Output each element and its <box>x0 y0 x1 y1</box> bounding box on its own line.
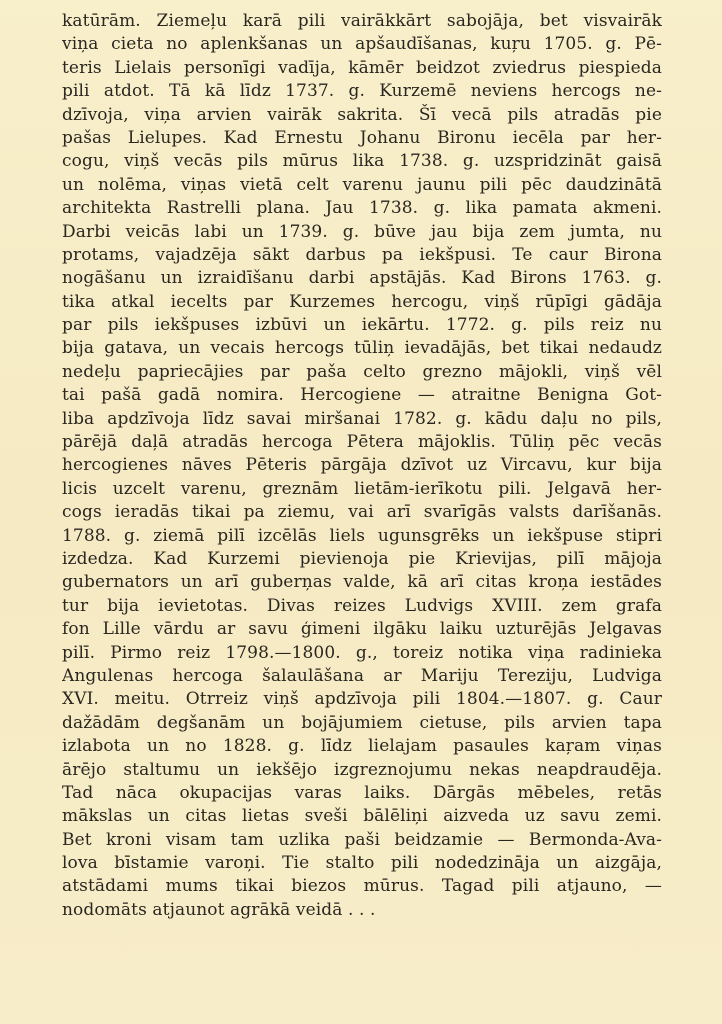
text-line: tika atkal iecelts par Kurzemes hercogu, viņš rūpīgi gādāja <box>62 291 662 312</box>
text-line: pārējā daļā atradās hercoga Pētera mājoklis. Tūliņ pēc vecās <box>62 432 662 453</box>
text-line: par pils iekšpuses izbūvi un iekārtu. 1772. g. pils reiz nu <box>62 315 662 336</box>
text-line: nodomāts atjaunot agrākā veidā . . . <box>62 899 376 920</box>
text-line: tai pašā gadā nomira. Hercogiene — atraitne Benigna Got- <box>62 385 662 406</box>
body-text <box>62 10 662 922</box>
text-line: fon Lille vārdu ar savu ģimeni ilgāku laiku uzturējās Jelgavas <box>62 619 662 640</box>
text-line: Darbi veicās labi un 1739. g. būve jau bija zem jumta, nu <box>62 221 662 242</box>
text-line: protams, vajadzēja sākt darbus pa iekšpusi. Te caur Birona <box>62 244 662 265</box>
text-line: katūrām. Ziemeļu karā pili vairākkārt sabojāja, bet visvairāk <box>62 11 662 31</box>
text-line: dažādām degšanām un bojājumiem cietuse, pils arvien tapa <box>62 712 662 733</box>
text-line: nedeļu papriecājies par paša celto grezno mājokli, viņš vēl <box>62 361 662 382</box>
text-line: izdedza. Kad Kurzemi pievienoja pie Krievijas, pilī mājoja <box>62 548 662 569</box>
text-line: hercogienes nāves Pēteris pārgāja dzīvot uz Vircavu, kur bija <box>62 455 662 476</box>
text-line: Bet kroni visam tam uzlika paši beidzamie — Bermonda-Ava- <box>62 829 662 850</box>
text-line: pili atdot. Tā kā līdz 1737. g. Kurzemē neviens hercogs ne- <box>62 81 662 102</box>
text-line: 1788. g. ziemā pilī izcēlās liels ugunsgrēks un iekšpuse stipri <box>62 525 662 546</box>
text-line: dzīvoja, viņa arvien vairāk sakrita. Šī vecā pils atradās pie <box>62 104 662 125</box>
text-line: Tad nāca okupacijas varas laiks. Dārgās mēbeles, retās <box>62 782 662 803</box>
text-line: licis uzcelt varenu, greznām lietām-ierīkotu pili. Jelgavā her- <box>62 478 662 499</box>
text-line: tur bija ievietotas. Divas reizes Ludvigs XVIII. zem grafa <box>62 595 662 616</box>
text-line: mākslas un citas lietas sveši bālēliņi aizveda uz savu zemi. <box>62 806 662 827</box>
text-line: cogu, viņš vecās pils mūrus lika 1738. g. uzspridzināt gaisā <box>62 151 662 172</box>
text-line: lova bīstamie varoņi. Tie stalto pili nodedzināja un aizgāja, <box>62 853 662 874</box>
text-line: pilī. Pirmo reiz 1798.—1800. g., toreiz notika viņa radinieka <box>62 642 662 663</box>
text-line: atstādami mums tikai biezos mūrus. Tagad pili atjauno, — <box>62 876 662 897</box>
text-line: nogāšanu un izraidīšanu darbi apstājās. Kad Birons 1763. g. <box>62 268 662 289</box>
text-line: bija gatava, un vecais hercogs tūliņ ievadājās, bet tikai nedaudz <box>62 338 662 359</box>
text-line: un nolēma, viņas vietā celt varenu jaunu pili pēc daudzinātā <box>62 174 662 195</box>
text-line: cogs ieradās tikai pa ziemu, vai arī svarīgās valsts darīšanās. <box>62 502 662 523</box>
text-line: gubernators un arī guberņas valde, kā arī citas kroņa iestādes <box>62 572 662 593</box>
text-line: teris Lielais personīgi vadīja, kāmēr beidzot zviedrus piespieda <box>62 57 662 78</box>
text-line: pašas Lielupes. Kad Ernestu Johanu Bironu iecēla par her- <box>62 127 662 148</box>
text-line: liba apdzīvoja līdz savai miršanai 1782. g. kādu daļu no pils, <box>62 408 662 429</box>
text-line: viņa cieta no aplenkšanas un apšaudīšanas, kuŗu 1705. g. Pē- <box>62 34 662 55</box>
text-line: Angulenas hercoga šalaulāšana ar Mariju Tereziju, Ludviga <box>62 665 662 686</box>
text-line: XVI. meitu. Otrreiz viņš apdzīvoja pili 1804.—1807. g. Caur <box>62 689 662 710</box>
text-line: architekta Rastrelli plana. Jau 1738. g. lika pamata akmeni. <box>62 198 662 219</box>
text-line: ārējo staltumu un iekšējo izgreznojumu nekas neapdraudēja. <box>62 759 662 780</box>
text-line: izlabota un no 1828. g. līdz lielajam pasaules kaŗam viņas <box>62 736 662 757</box>
